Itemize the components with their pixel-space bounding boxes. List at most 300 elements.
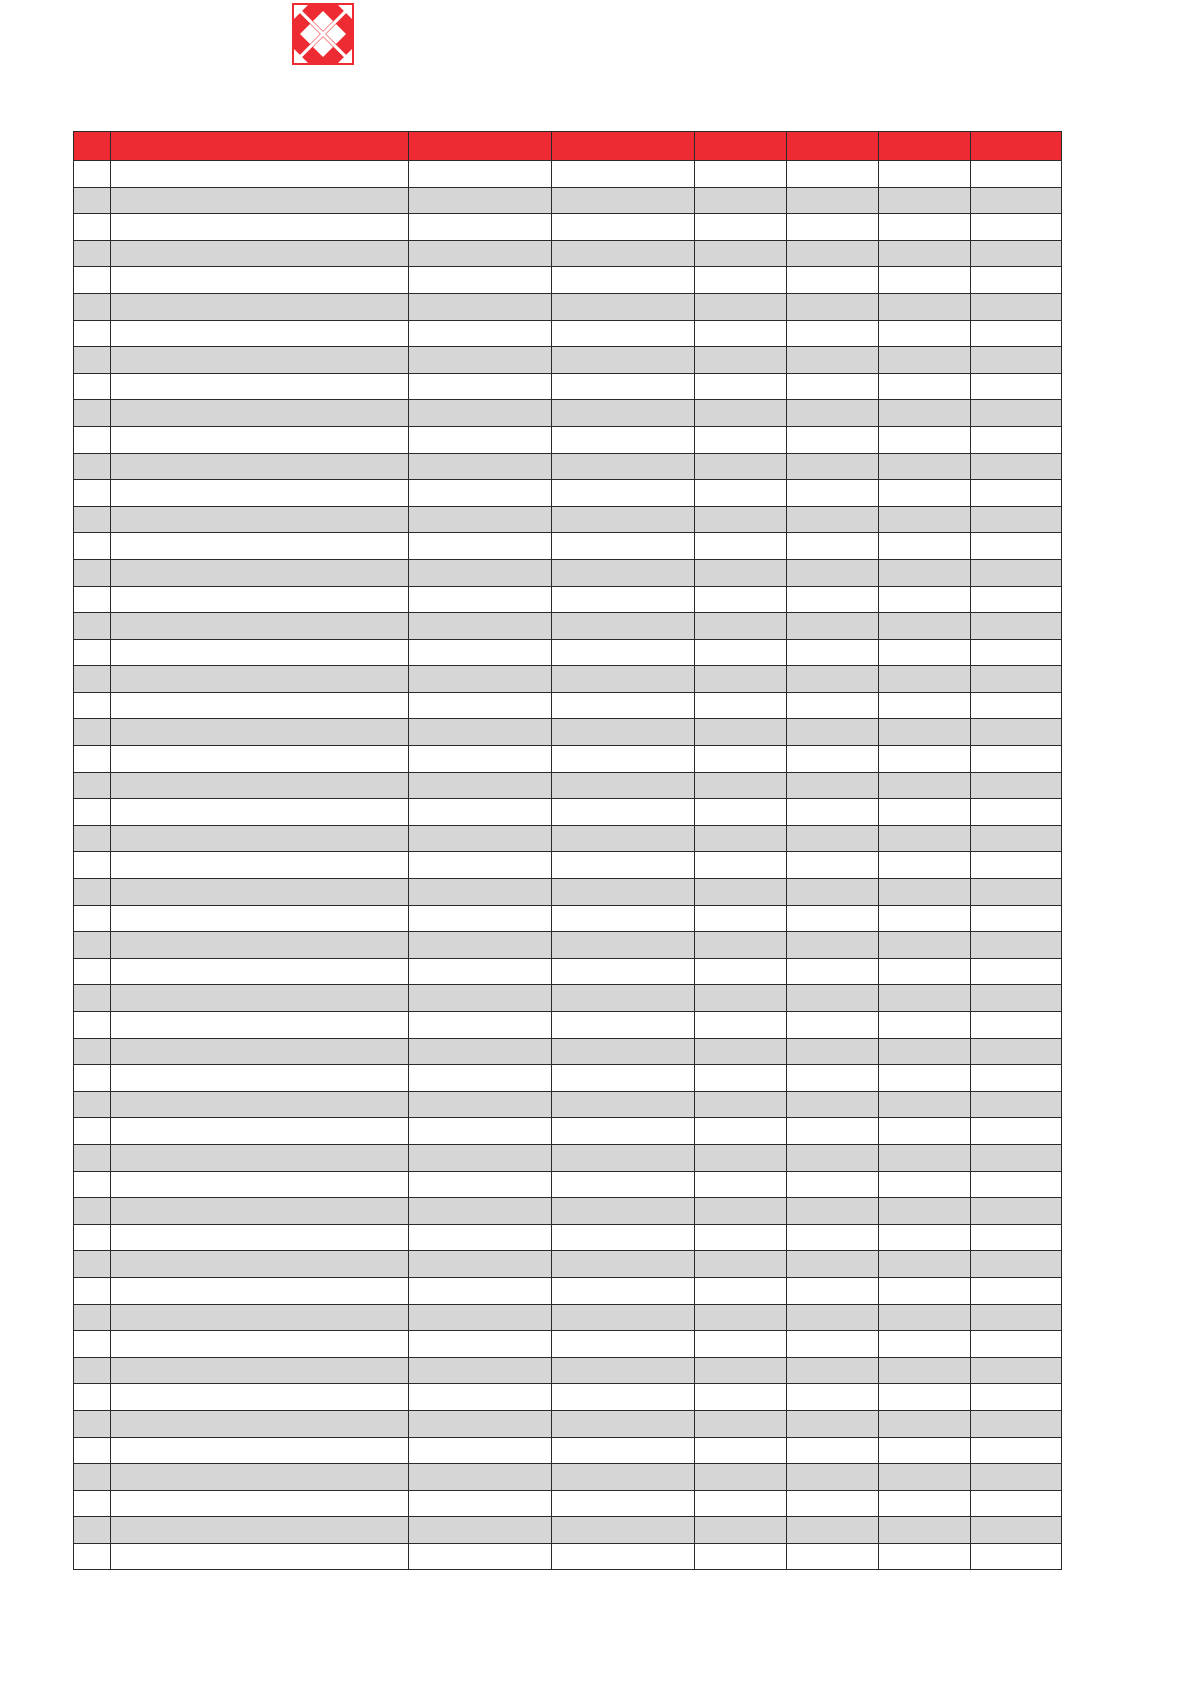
table-cell: [409, 852, 552, 879]
table-cell: [787, 1384, 879, 1411]
table-cell: [971, 373, 1062, 400]
table-cell: [74, 1012, 111, 1039]
table-cell: [74, 1118, 111, 1145]
table-row: [74, 214, 1062, 241]
table-cell: [409, 613, 552, 640]
table-cell: [552, 1304, 695, 1331]
table-cell: [787, 1490, 879, 1517]
table-cell: [971, 400, 1062, 427]
table-cell: [74, 692, 111, 719]
table-cell: [695, 932, 787, 959]
table-cell: [971, 506, 1062, 533]
table-cell: [695, 799, 787, 826]
table-cell: [409, 1331, 552, 1358]
table-cell: [111, 559, 409, 586]
table-cell: [879, 985, 971, 1012]
table-cell: [695, 1038, 787, 1065]
table-cell: [695, 533, 787, 560]
header-cell: [695, 132, 787, 161]
table-cell: [879, 506, 971, 533]
table-cell: [111, 426, 409, 453]
table-cell: [74, 161, 111, 188]
table-cell: [74, 1065, 111, 1092]
table-cell: [695, 1304, 787, 1331]
table-cell: [695, 293, 787, 320]
table-cell: [111, 799, 409, 826]
table-cell: [787, 559, 879, 586]
table-cell: [74, 719, 111, 746]
table-cell: [74, 1543, 111, 1570]
table-cell: [971, 772, 1062, 799]
table-cell: [879, 1517, 971, 1544]
table-cell: [74, 666, 111, 693]
table-cell: [971, 1171, 1062, 1198]
table-cell: [879, 613, 971, 640]
table-row: [74, 480, 1062, 507]
table-cell: [879, 161, 971, 188]
table-cell: [879, 1251, 971, 1278]
table-cell: [787, 373, 879, 400]
table-cell: [552, 1277, 695, 1304]
table-cell: [787, 1517, 879, 1544]
table-cell: [552, 825, 695, 852]
table-cell: [695, 719, 787, 746]
table-cell: [111, 1277, 409, 1304]
table-row: [74, 267, 1062, 294]
table-row: [74, 958, 1062, 985]
table-cell: [111, 1517, 409, 1544]
table-cell: [74, 373, 111, 400]
table-cell: [74, 187, 111, 214]
table-cell: [552, 639, 695, 666]
table-row: [74, 506, 1062, 533]
table-cell: [111, 347, 409, 374]
table-cell: [74, 746, 111, 773]
table-row: [74, 613, 1062, 640]
table-cell: [74, 214, 111, 241]
table-cell: [787, 719, 879, 746]
table-row: [74, 1012, 1062, 1039]
table-cell: [409, 985, 552, 1012]
table-cell: [552, 1038, 695, 1065]
table-cell: [695, 772, 787, 799]
table-cell: [879, 746, 971, 773]
table-cell: [409, 1464, 552, 1491]
table-cell: [552, 347, 695, 374]
table-cell: [111, 1144, 409, 1171]
table-cell: [74, 932, 111, 959]
table-cell: [787, 533, 879, 560]
table-cell: [74, 1410, 111, 1437]
table-cell: [111, 1251, 409, 1278]
table-cell: [111, 1410, 409, 1437]
table-cell: [879, 958, 971, 985]
table-cell: [111, 746, 409, 773]
table-cell: [111, 852, 409, 879]
table-cell: [74, 879, 111, 906]
company-logo: [292, 3, 354, 65]
table-cell: [971, 799, 1062, 826]
table-cell: [111, 1118, 409, 1145]
table-cell: [787, 347, 879, 374]
table-row: [74, 746, 1062, 773]
table-cell: [879, 480, 971, 507]
table-cell: [409, 480, 552, 507]
table-cell: [787, 1224, 879, 1251]
table-cell: [787, 1357, 879, 1384]
table-cell: [74, 825, 111, 852]
table-cell: [971, 1384, 1062, 1411]
table-cell: [409, 932, 552, 959]
table-cell: [971, 1437, 1062, 1464]
table-cell: [971, 1331, 1062, 1358]
table-cell: [971, 719, 1062, 746]
table-cell: [879, 1304, 971, 1331]
table-cell: [409, 1304, 552, 1331]
table-row: [74, 905, 1062, 932]
table-cell: [409, 1012, 552, 1039]
table-cell: [111, 1065, 409, 1092]
table-row: [74, 1065, 1062, 1092]
table-cell: [111, 958, 409, 985]
table-cell: [111, 879, 409, 906]
table-row: [74, 852, 1062, 879]
table-cell: [879, 1277, 971, 1304]
table-cell: [409, 559, 552, 586]
table-cell: [74, 985, 111, 1012]
table-cell: [111, 161, 409, 188]
table-cell: [787, 1065, 879, 1092]
table-cell: [971, 1517, 1062, 1544]
table-cell: [787, 1171, 879, 1198]
table-cell: [552, 905, 695, 932]
table-cell: [111, 772, 409, 799]
table-cell: [695, 1144, 787, 1171]
table-cell: [971, 426, 1062, 453]
table-cell: [971, 879, 1062, 906]
table-row: [74, 240, 1062, 267]
table-cell: [552, 1357, 695, 1384]
table-cell: [879, 1331, 971, 1358]
table-cell: [111, 1091, 409, 1118]
table-cell: [552, 506, 695, 533]
table-cell: [787, 506, 879, 533]
table-cell: [111, 586, 409, 613]
table-cell: [787, 1331, 879, 1358]
table-cell: [787, 1277, 879, 1304]
table-cell: [971, 1065, 1062, 1092]
table-cell: [879, 1144, 971, 1171]
table-cell: [74, 1144, 111, 1171]
table-cell: [74, 852, 111, 879]
table-cell: [971, 1144, 1062, 1171]
table-cell: [879, 214, 971, 241]
table-cell: [787, 692, 879, 719]
table-cell: [695, 1277, 787, 1304]
table-row: [74, 1171, 1062, 1198]
table-cell: [74, 586, 111, 613]
table-cell: [787, 799, 879, 826]
table-cell: [552, 1171, 695, 1198]
table-cell: [787, 985, 879, 1012]
table-cell: [695, 240, 787, 267]
table-cell: [879, 1464, 971, 1491]
table-cell: [695, 214, 787, 241]
table-cell: [695, 559, 787, 586]
table-cell: [74, 958, 111, 985]
table-cell: [879, 400, 971, 427]
header-cell: [111, 132, 409, 161]
table-cell: [879, 1038, 971, 1065]
table-cell: [552, 1543, 695, 1570]
table-cell: [879, 1384, 971, 1411]
table-cell: [552, 400, 695, 427]
table-cell: [971, 1012, 1062, 1039]
table-cell: [787, 905, 879, 932]
table-cell: [552, 559, 695, 586]
table-cell: [74, 559, 111, 586]
table-cell: [879, 453, 971, 480]
table-cell: [552, 1464, 695, 1491]
table-cell: [111, 985, 409, 1012]
table-cell: [552, 293, 695, 320]
table-cell: [879, 1543, 971, 1570]
table-cell: [111, 825, 409, 852]
table-cell: [971, 852, 1062, 879]
table-cell: [111, 1038, 409, 1065]
table-cell: [971, 240, 1062, 267]
table-cell: [879, 267, 971, 294]
table-cell: [695, 1464, 787, 1491]
table-cell: [409, 692, 552, 719]
table-cell: [787, 639, 879, 666]
table-cell: [409, 639, 552, 666]
table-cell: [552, 613, 695, 640]
table-cell: [879, 373, 971, 400]
table-cell: [552, 480, 695, 507]
table-cell: [879, 1198, 971, 1225]
table-cell: [879, 347, 971, 374]
table-cell: [74, 1464, 111, 1491]
table-cell: [409, 1251, 552, 1278]
table-cell: [409, 187, 552, 214]
table-row: [74, 1410, 1062, 1437]
table-cell: [409, 1144, 552, 1171]
table-cell: [695, 347, 787, 374]
table-cell: [879, 293, 971, 320]
table-cell: [971, 267, 1062, 294]
table-cell: [787, 825, 879, 852]
table-cell: [787, 1437, 879, 1464]
table-cell: [552, 187, 695, 214]
table-row: [74, 1091, 1062, 1118]
table-cell: [74, 347, 111, 374]
table-cell: [74, 480, 111, 507]
table-row: [74, 1277, 1062, 1304]
table-cell: [787, 666, 879, 693]
table-cell: [695, 1171, 787, 1198]
table-cell: [409, 214, 552, 241]
table-row: [74, 453, 1062, 480]
table-cell: [111, 240, 409, 267]
four-arrows-diamond-icon: [292, 3, 354, 65]
table-cell: [879, 666, 971, 693]
table-cell: [552, 692, 695, 719]
table-row: [74, 320, 1062, 347]
table-cell: [787, 453, 879, 480]
table-cell: [787, 1543, 879, 1570]
table-cell: [971, 586, 1062, 613]
table-cell: [971, 1490, 1062, 1517]
table-cell: [787, 1410, 879, 1437]
table-cell: [409, 1357, 552, 1384]
table-row: [74, 373, 1062, 400]
header-cell: [787, 132, 879, 161]
table-cell: [695, 639, 787, 666]
table-cell: [552, 240, 695, 267]
table-cell: [552, 1198, 695, 1225]
table-cell: [695, 1198, 787, 1225]
table-cell: [74, 1091, 111, 1118]
table-row: [74, 400, 1062, 427]
table-cell: [695, 480, 787, 507]
table-cell: [695, 1437, 787, 1464]
table-cell: [971, 1304, 1062, 1331]
table-cell: [409, 1410, 552, 1437]
table-cell: [971, 214, 1062, 241]
table-cell: [971, 187, 1062, 214]
table-cell: [552, 985, 695, 1012]
table-cell: [409, 1171, 552, 1198]
table-cell: [879, 187, 971, 214]
table-cell: [552, 1331, 695, 1358]
table-row: [74, 1118, 1062, 1145]
table-cell: [971, 1224, 1062, 1251]
table-cell: [971, 932, 1062, 959]
table-header-row: [74, 132, 1062, 161]
table-cell: [695, 852, 787, 879]
table-cell: [552, 1251, 695, 1278]
table-cell: [552, 1144, 695, 1171]
table-row: [74, 1464, 1062, 1491]
table-cell: [787, 480, 879, 507]
table-cell: [879, 1171, 971, 1198]
table-row: [74, 772, 1062, 799]
table-cell: [111, 267, 409, 294]
table-cell: [111, 1384, 409, 1411]
table-cell: [879, 1357, 971, 1384]
table-cell: [971, 1277, 1062, 1304]
table-cell: [787, 613, 879, 640]
table-cell: [74, 1357, 111, 1384]
table-cell: [409, 1091, 552, 1118]
table-cell: [971, 613, 1062, 640]
table-cell: [409, 1437, 552, 1464]
table-cell: [111, 506, 409, 533]
header-cell: [879, 132, 971, 161]
table-cell: [971, 958, 1062, 985]
table-cell: [409, 905, 552, 932]
table-cell: [409, 772, 552, 799]
table-cell: [74, 453, 111, 480]
table-cell: [74, 506, 111, 533]
table-row: [74, 1384, 1062, 1411]
table-row: [74, 1490, 1062, 1517]
table-cell: [787, 746, 879, 773]
table-cell: [695, 506, 787, 533]
table-cell: [409, 746, 552, 773]
header-cell: [409, 132, 552, 161]
table-cell: [787, 1038, 879, 1065]
table-row: [74, 719, 1062, 746]
table-cell: [74, 799, 111, 826]
table-row: [74, 932, 1062, 959]
table-cell: [971, 692, 1062, 719]
table-cell: [787, 932, 879, 959]
table-cell: [552, 586, 695, 613]
table-row: [74, 426, 1062, 453]
table-cell: [971, 480, 1062, 507]
table-cell: [111, 187, 409, 214]
table-cell: [111, 533, 409, 560]
table-cell: [552, 719, 695, 746]
table-row: [74, 1543, 1062, 1570]
table-cell: [787, 1091, 879, 1118]
table-cell: [879, 719, 971, 746]
table-row: [74, 666, 1062, 693]
table-cell: [74, 1304, 111, 1331]
table-cell: [787, 879, 879, 906]
table-cell: [74, 1384, 111, 1411]
table-cell: [111, 453, 409, 480]
table-cell: [111, 293, 409, 320]
table-cell: [409, 533, 552, 560]
table-cell: [111, 1464, 409, 1491]
table-cell: [971, 985, 1062, 1012]
table-cell: [111, 1012, 409, 1039]
table-cell: [74, 1331, 111, 1358]
table-cell: [971, 1198, 1062, 1225]
table-cell: [111, 1304, 409, 1331]
table-cell: [74, 1490, 111, 1517]
table-cell: [787, 426, 879, 453]
table-row: [74, 639, 1062, 666]
table-cell: [111, 666, 409, 693]
table-cell: [409, 1198, 552, 1225]
table-cell: [552, 799, 695, 826]
table-cell: [74, 1517, 111, 1544]
table-cell: [879, 852, 971, 879]
table-row: [74, 825, 1062, 852]
table-cell: [787, 1464, 879, 1491]
table-cell: [879, 799, 971, 826]
table-row: [74, 985, 1062, 1012]
table-cell: [74, 613, 111, 640]
table-row: [74, 533, 1062, 560]
table-cell: [695, 958, 787, 985]
table-cell: [695, 905, 787, 932]
table-cell: [695, 985, 787, 1012]
table-cell: [409, 240, 552, 267]
table-cell: [787, 1251, 879, 1278]
table-cell: [111, 214, 409, 241]
table-cell: [695, 1357, 787, 1384]
table-cell: [409, 400, 552, 427]
table-row: [74, 1331, 1062, 1358]
table-row: [74, 799, 1062, 826]
table-cell: [409, 825, 552, 852]
table-cell: [409, 267, 552, 294]
